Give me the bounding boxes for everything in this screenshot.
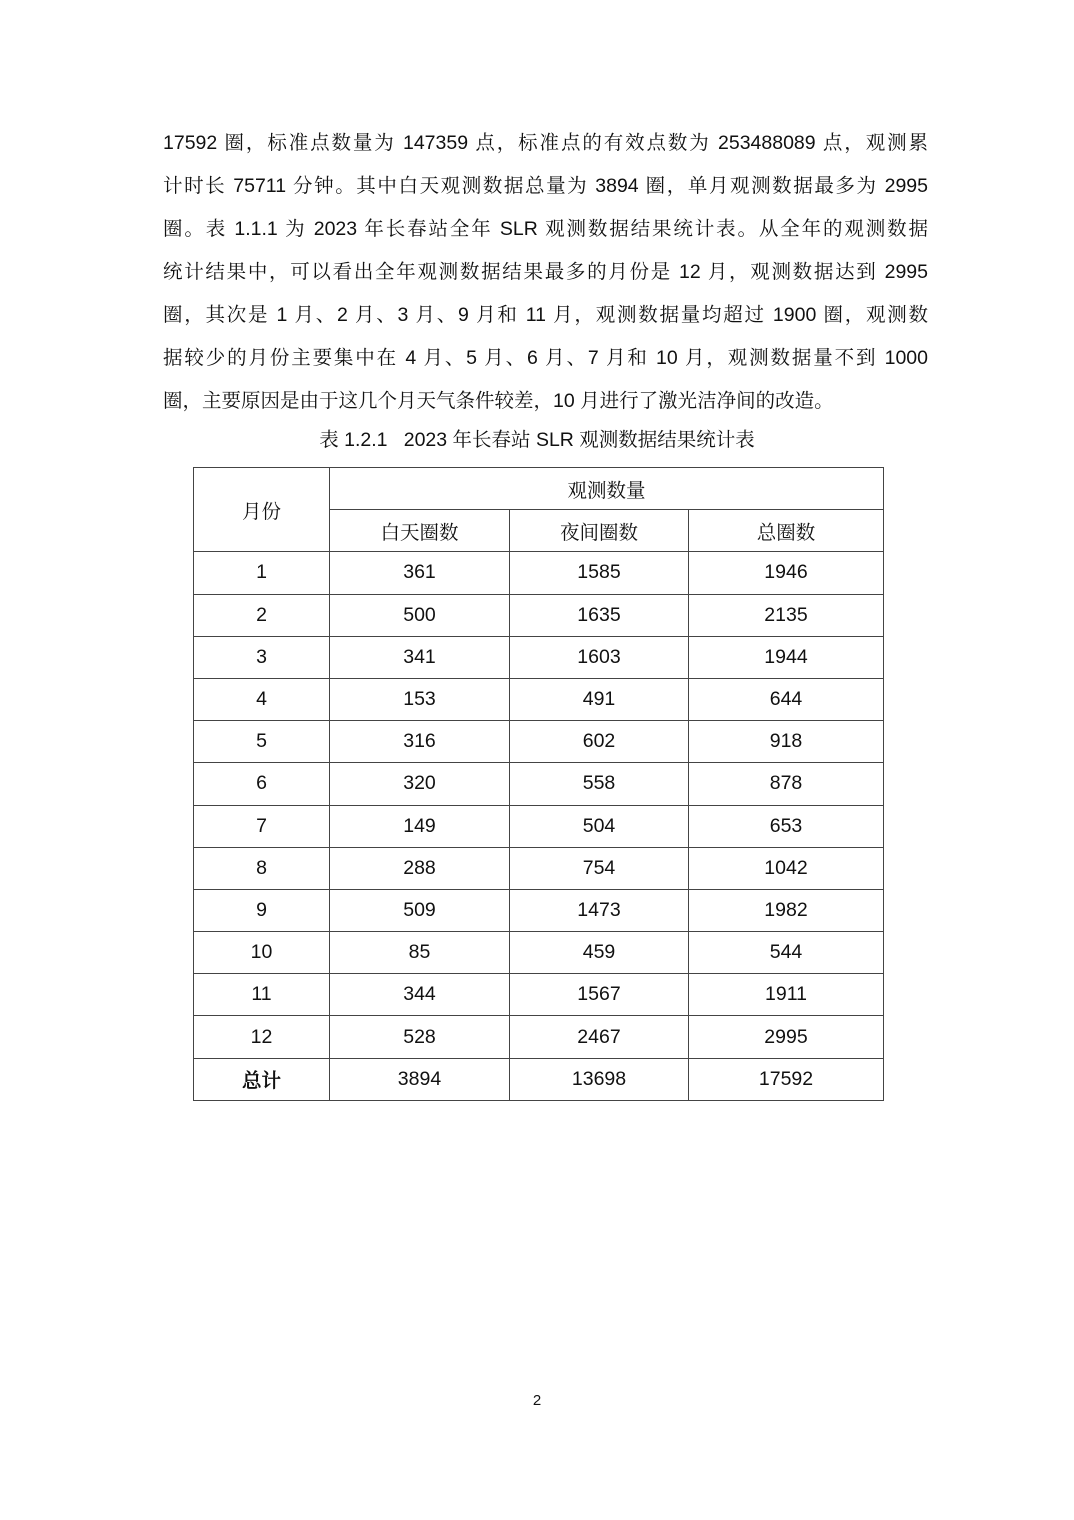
summary-day: 3894 xyxy=(330,1058,510,1100)
table-summary-row xyxy=(194,1058,884,1100)
cell-month: 5 xyxy=(194,721,330,763)
cell-night: 1567 xyxy=(510,974,689,1016)
table-row xyxy=(194,594,884,636)
table-row xyxy=(194,636,884,678)
paragraph-line: 圈，其次是 1 月、2 月、3 月、9 月和 11 月，观测数据量均超过 1900 圈，观测数 xyxy=(163,304,928,326)
summary-total: 17592 xyxy=(689,1058,884,1100)
header-night-passes: 夜间圈数 xyxy=(510,510,689,552)
cell-night: 2467 xyxy=(510,1016,689,1058)
cell-night: 754 xyxy=(510,847,689,889)
cell-night: 1585 xyxy=(510,552,689,594)
cell-total: 1946 xyxy=(689,552,884,594)
table-row xyxy=(194,805,884,847)
cell-total: 653 xyxy=(689,805,884,847)
cell-day: 341 xyxy=(330,636,510,678)
paragraph-line: 统计结果中，可以看出全年观测数据结果最多的月份是 12 月，观测数据达到 2995 xyxy=(163,261,928,283)
paragraph-line: 圈。表 1.1.1 为 2023 年长春站全年 SLR 观测数据结果统计表。从全年的观测数据 xyxy=(163,218,928,240)
header-total-passes: 总圈数 xyxy=(689,510,884,552)
cell-total: 878 xyxy=(689,763,884,805)
cell-night: 1603 xyxy=(510,636,689,678)
table-row xyxy=(194,721,884,763)
cell-day: 320 xyxy=(330,763,510,805)
table-header xyxy=(194,468,884,552)
header-month: 月份 xyxy=(194,468,330,552)
header-observation-count: 观测数量 xyxy=(330,468,884,510)
cell-month: 10 xyxy=(194,932,330,974)
paragraph-line: 据较少的月份主要集中在 4 月、5 月、6 月、7 月和 10 月，观测数据量不到 1000 xyxy=(163,347,928,369)
cell-month: 11 xyxy=(194,974,330,1016)
cell-total: 918 xyxy=(689,721,884,763)
cell-total: 544 xyxy=(689,932,884,974)
cell-total: 1911 xyxy=(689,974,884,1016)
paragraph-line: 计时长 75711 分钟。其中白天观测数据总量为 3894 圈，单月观测数据最多为 2995 xyxy=(163,175,928,197)
cell-total: 2135 xyxy=(689,594,884,636)
summary-night: 13698 xyxy=(510,1058,689,1100)
table-caption: 表 1.2.1 2023 年长春站 SLR 观测数据结果统计表 xyxy=(319,429,755,451)
cell-total: 1944 xyxy=(689,636,884,678)
paragraph-line: 17592 圈，标准点数量为 147359 点，标准点的有效点数为 253488089 点，观测累 xyxy=(163,132,928,154)
cell-day: 361 xyxy=(330,552,510,594)
paragraph-line: 圈，主要原因是由于这几个月天气条件较差，10 月进行了激光洁净间的改造。 xyxy=(163,390,834,412)
cell-night: 491 xyxy=(510,678,689,720)
header-row-group xyxy=(194,468,884,510)
cell-day: 528 xyxy=(330,1016,510,1058)
table-row xyxy=(194,552,884,594)
cell-night: 459 xyxy=(510,932,689,974)
table-row xyxy=(194,889,884,931)
table-body xyxy=(194,552,884,1100)
cell-month: 12 xyxy=(194,1016,330,1058)
cell-day: 153 xyxy=(330,678,510,720)
cell-total: 1982 xyxy=(689,889,884,931)
cell-day: 509 xyxy=(330,889,510,931)
cell-total: 644 xyxy=(689,678,884,720)
cell-night: 1635 xyxy=(510,594,689,636)
cell-night: 602 xyxy=(510,721,689,763)
cell-day: 85 xyxy=(330,932,510,974)
cell-month: 9 xyxy=(194,889,330,931)
header-day-passes: 白天圈数 xyxy=(330,510,510,552)
cell-day: 149 xyxy=(330,805,510,847)
cell-day: 316 xyxy=(330,721,510,763)
page-number: 2 xyxy=(532,1392,542,1409)
cell-day: 500 xyxy=(330,594,510,636)
cell-month: 2 xyxy=(194,594,330,636)
cell-night: 504 xyxy=(510,805,689,847)
summary-label: 总计 xyxy=(194,1058,330,1100)
table-row xyxy=(194,974,884,1016)
body-paragraph xyxy=(163,122,928,423)
slr-statistics-table xyxy=(193,467,884,1101)
cell-total: 2995 xyxy=(689,1016,884,1058)
cell-month: 6 xyxy=(194,763,330,805)
cell-month: 1 xyxy=(194,552,330,594)
table-row xyxy=(194,763,884,805)
cell-night: 1473 xyxy=(510,889,689,931)
table-row xyxy=(194,678,884,720)
table-row xyxy=(194,847,884,889)
cell-total: 1042 xyxy=(689,847,884,889)
cell-month: 3 xyxy=(194,636,330,678)
cell-month: 8 xyxy=(194,847,330,889)
cell-month: 4 xyxy=(194,678,330,720)
cell-day: 344 xyxy=(330,974,510,1016)
table-row xyxy=(194,932,884,974)
cell-night: 558 xyxy=(510,763,689,805)
cell-day: 288 xyxy=(330,847,510,889)
table-row xyxy=(194,1016,884,1058)
cell-month: 7 xyxy=(194,805,330,847)
